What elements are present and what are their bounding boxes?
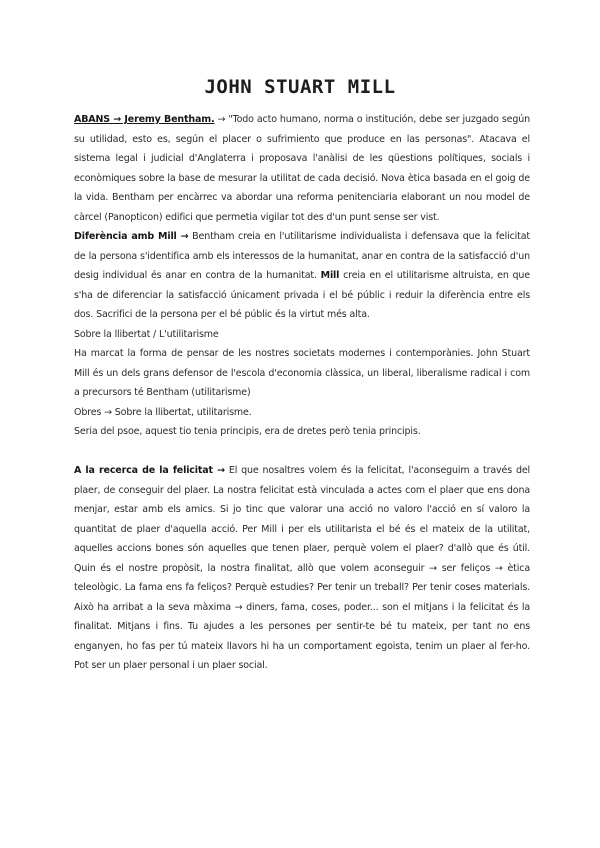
- paragraph-felicitat-text: El que nosaltres volem és la felicitat, l'aconseguim a través del plaer, de conseguir del plaer. La nostra felicitat està vinculada a actes com el plaer que ens dona menjar, estar amb els amics. Si jo tinc que valorar una acció no valoro l'acció en sí valoro la quantitat de plaer d'aquella acció. Per Mill i per els utilitarista el bé és el mateix de la utilitat, aquelles accions bones són aquelles que tenen plaer, perquè volem el plaer? d'allò que és útil. Quin és el nostre propòsit, la nostra finalitat, allò que volem aconseguir → ser feliços → ètica teleològic. La fama ens fa feliços? Perquè estudies? Per tenir un treball? Per tenir coses materials. Això ha arribat a la seva màxima → diners, fama, coses, poder... son el mitjans i la felicitat és la finalitat. Mitjans i fins. Tu ajudes a les persones per sentir-te bé tu mateix, per tant no ens enganyen, ho fas per tú mateix llavors hi ha un comportament egoista, tenim un plaer al fer-ho. Pot ser un plaer personal i un plaer social.: [74, 465, 531, 671]
- paragraph-psoe: Seria del psoe, aquest tio tenia principis, era de dretes però tenia principis.: [74, 426, 421, 437]
- paragraph-diferencia-text-a: Bentham creia en l'utilitarisme individualista i defensava que la felicitat de la persona s'identifica amb els interessos de la humanitat, anar en contra de la satisfacció d'un desig individual és anar en contra de la humanitat.: [74, 231, 530, 281]
- paragraph-pensar: Ha marcat la forma de pensar de les nostres societats modernes i contemporànies. John Stuart Mill és un dels grans defensor de l'escola d'economia clàssica, un liberal, liberalisme radical i com a precursors té Bentham (utilitarisme): [74, 348, 530, 398]
- paragraph-diferencia-text-b: creia en el utilitarisme altruista, en que s'ha de diferenciar la satisfacció únicament privada i el bé públic i reduir la diferència entre els dos. Sacrifici de la persona per el bé públic és la virtut més alta.: [74, 270, 530, 320]
- paragraph-diferencia: [74, 227, 530, 325]
- paragraph-obres: Obres → Sobre la llibertat, utilitarisme.: [74, 406, 252, 418]
- paragraph-abans-text: → "Todo acto humano, norma o institución, debe ser juzgado según su utilidad, esto es, según el placer o sufrimiento que produce en las personas". Atacava el sistema legal i judicial d'Anglaterra i proposava l'anàlisi de les qüestions polítiques, socials i econòmiques sobre la base de mesurar la utilitat de cada decisió. Nova ètica basada en el goig de la vida. Bentham per encàrrec va abordar una reforma penitenciaria elaborant un nou model de càrcel (Panopticon) edifici que permetia vigilar tot des d'un punt sense ser vist.: [74, 114, 530, 223]
- lead-diferencia: Diferència amb Mill →: [74, 231, 189, 242]
- document-body: [74, 110, 530, 676]
- page-title: JOHN STUART MILL: [204, 76, 396, 98]
- paragraph-sobre-llibertat: Sobre la llibertat / L'utilitarisme: [74, 328, 219, 340]
- paragraph-felicitat: [74, 461, 530, 676]
- paragraph-abans: [74, 110, 530, 227]
- mill-emphasis: Mill: [320, 270, 340, 281]
- lead-felicitat: A la recerca de la felicitat →: [74, 465, 225, 476]
- lead-abans: ABANS → Jeremy Bentham.: [74, 114, 215, 125]
